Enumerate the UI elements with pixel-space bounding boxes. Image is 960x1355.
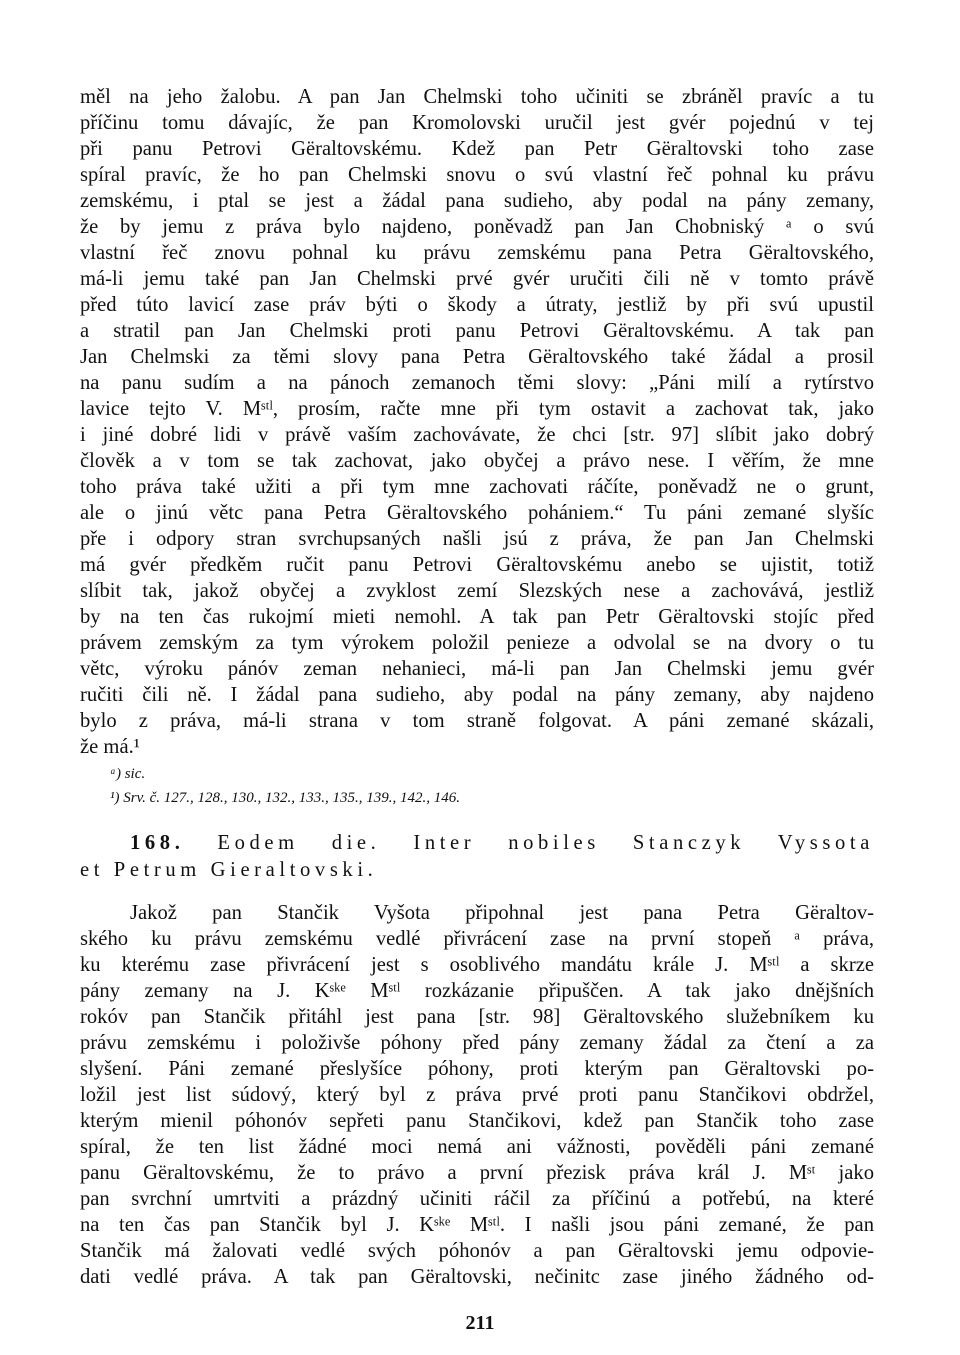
text-line: ku kterému zase přivrácení jest s osoblivého mandátu krále J. Mˢᵗˡ a skrze: [80, 954, 874, 976]
footnote-1: ¹) Srv. č. 127., 128., 130., 132., 133., 135., 139., 142., 146.: [110, 790, 461, 806]
text-line: slyšení. Páni zemané přeslyšíce póhony, proti kterým pan Gëraltovski po-: [80, 1058, 874, 1080]
text-line: na ten čas pan Stančik byl J. Kˢᵏᵉ Mˢᵗˡ. I našli jsou páni zemané, že pan: [80, 1214, 874, 1236]
text-line: větc, výroku pánóv zeman nehanieci, má-li pan Jan Chelmski jemu gvér: [80, 658, 874, 680]
text-line: právu zemskému i položivše póhony před pány zemany žádal za čtení a za: [80, 1032, 874, 1054]
text-line: pány zemany na J. Kˢᵏᵉ Mˢᵗˡ rozkázanie připuščen. A tak jako dnějšních: [80, 980, 874, 1002]
entry-number: 168.: [130, 832, 185, 854]
text-line: ložil jest list súdový, který byl z práva prvé proti panu Stančikovi obdržel,: [80, 1084, 874, 1106]
text-line: Jakož pan Stančik Vyšota připohnal jest pana Petra Gëraltov-: [130, 902, 874, 924]
text-line: vlastní řeč znovu pohnal ku právu zemskému pana Petra Gëraltovského,: [80, 242, 874, 264]
text-line: by na ten čas rukojmí mieti nemohl. A tak pan Petr Gëraltovski stojíc před: [80, 606, 874, 628]
text-line: lavice tejto V. Mˢᵗˡ, prosím, račte mne při tym ostavit a zachovat tak, jako: [80, 398, 874, 420]
text-line: před túto lavicí zase práv býti o škody a útraty, jestliž by při svú upustil: [80, 294, 874, 316]
text-line: kterým mienil póhonóv sepřeti panu Stančikovi, kdež pan Stančik toho zase: [80, 1110, 874, 1132]
text-line: ručiti čili ně. I žádal pana sudieho, aby podal na pány zemany, aby najdeno: [80, 684, 874, 706]
text-line: i jiné dobré lidi v právě vaším zachovávate, že chci [str. 97] slíbit jako dobrý: [80, 424, 874, 446]
text-line: pan svrchní umrtviti a prázdný učiniti ráčil za příčinú a potřebú, na které: [80, 1188, 874, 1210]
text-line: na panu sudím a na pánoch zemanoch těmi slovy: „Páni milí a rytírstvo: [80, 372, 874, 394]
text-line: slíbit tak, jakož obyčej a zvyklost zemí Slezských nese a zachovává, jestliž: [80, 580, 874, 602]
text-line: dati vedlé práva. A tak pan Gëraltovski, nečinitc zase jiného žádného od-: [80, 1266, 874, 1288]
text-line: zemskému, i ptal se jest a žádal pana sudieho, aby podal na pány zemany,: [80, 190, 874, 212]
text-line: příčinu tomu dávajíc, že pan Kromolovski uručil jest gvér pojednú v tej: [80, 112, 874, 134]
entry-heading-line-1: [130, 830, 874, 856]
text-line: ského ku právu zemskému vedlé přivrácení zase na první stopeň ᵃ práva,: [80, 928, 874, 950]
text-line: že by jemu z práva bylo najdeno, poněvadž pan Jan Chobniský ᵃ o svú: [80, 216, 874, 238]
text-line: že má.¹: [80, 736, 140, 758]
text-line: má gvér předkěm ručit panu Petrovi Gëraltovskému anebo se ujistit, totiž: [80, 554, 874, 576]
text-line: rokóv pan Stančik přitáhl jest pana [str. 98] Gëraltovského služebníkem ku: [80, 1006, 874, 1028]
text-line: panu Gëraltovskému, že to právo a první přezisk práva král J. Mˢᵗ jako: [80, 1162, 874, 1184]
text-line: Stančik má žalovati vedlé svých póhonóv a pan Gëraltovski jemu odpovie-: [80, 1240, 874, 1262]
text-line: ale o jinú větc pana Petra Gëraltovského pohániem.“ Tu páni zemané slyšíc: [80, 502, 874, 524]
text-line: měl na jeho žalobu. A pan Jan Chelmski toho učiniti se zbráněl pravíc a tu: [80, 86, 874, 108]
text-line: člověk a v tom se tak zachovat, jako obyčej a právo nese. I věřím, že mne: [80, 450, 874, 472]
text-line: a stratil pan Jan Chelmski proti panu Petrovi Gëraltovskému. A tak pan: [80, 320, 874, 342]
page-number: 211: [465, 1312, 495, 1334]
text-line: Jan Chelmski za těmi slovy pana Petra Gëraltovského také žádal a prosil: [80, 346, 874, 368]
footnote-a: ᵃ) sic.: [110, 766, 146, 782]
text-line: má-li jemu také pan Jan Chelmski prvé gvér uručiti čili ně v tomto právě: [80, 268, 874, 290]
text-line: toho práva také užiti a při tym mne zachovati ráčíte, poněvadž ne o grunt,: [80, 476, 874, 498]
entry-heading-line-2: et Petrum Gieraltovski.: [80, 859, 378, 881]
text-line: právem zemským za tym výrokem položil penieze a odvolal se na dvory o tu: [80, 632, 874, 654]
text-line: spíral pravíc, že ho pan Chelmski snovu o svú vlastní řeč pohnal ku právu: [80, 164, 874, 186]
text-line: bylo z práva, má-li strana v tom straně folgovat. A páni zemané skázali,: [80, 710, 874, 732]
text-line: spíral, že ten list žádné moci nemá ani vážnosti, pověděli páni zemané: [80, 1136, 874, 1158]
text-line: pře i odpory stran svrchupsaných našli jsú z práva, že pan Jan Chelmski: [80, 528, 874, 550]
entry-heading-text: Eodem die. Inter nobiles Stanczyk Vyssota: [217, 832, 874, 854]
text-line: při panu Petrovi Gëraltovskému. Kdež pan Petr Gëraltovski toho zase: [80, 138, 874, 160]
